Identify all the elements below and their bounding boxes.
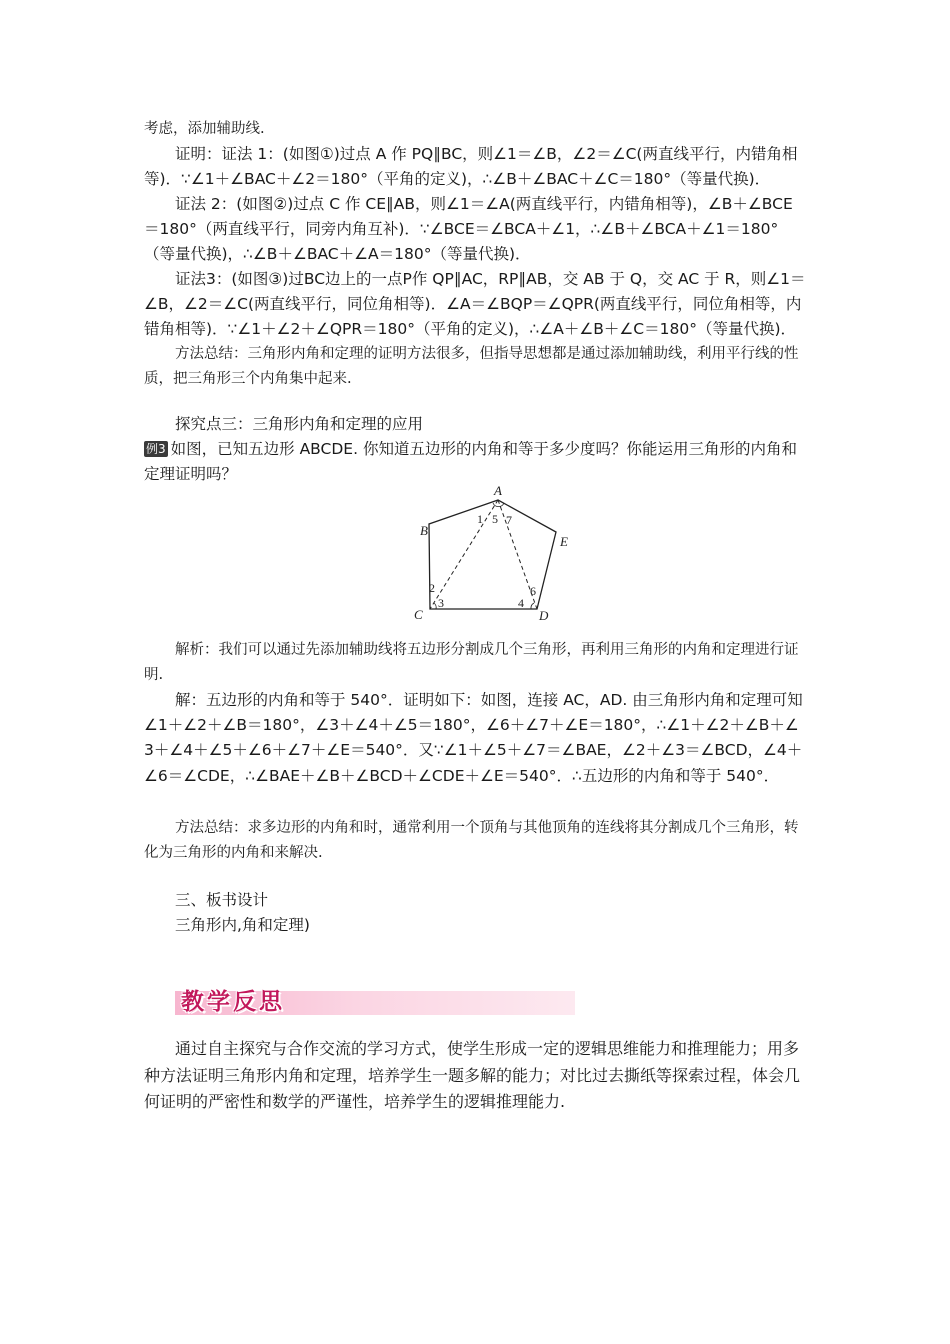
vertex-label-d: D: [539, 608, 549, 623]
example-badge: 例3: [146, 442, 166, 456]
method-summary-1: 方法总结：三角形内角和定理的证明方法很多，但指导思想都是通过添加辅助线，利用平行线的性质，把三角形三个内角集中起来.: [144, 346, 799, 388]
board-design-content: 三角形内,角和定理): [175, 916, 310, 934]
proof-method-1: 证明：证法 1：(如图①)过点 A 作 PQ∥BC，则∠1＝∠B，∠2＝∠C(两直线平行，内错角相等)．∵∠1＋∠BAC＋∠2＝180°（平角的定义)，∴∠B＋∠BAC＋∠C＝180°（等量代换)．: [144, 145, 798, 189]
angle-label-2: 2: [429, 581, 435, 595]
reflection-banner-title: 教学反思: [181, 989, 285, 1015]
reflection-banner: [175, 983, 575, 1021]
angle-label-3: 3: [438, 596, 444, 610]
vertex-label-b: B: [420, 523, 428, 538]
angle-label-6: 6: [530, 584, 536, 598]
angle-label-5: 5: [492, 512, 498, 526]
analysis-text: 解析：我们可以通过先添加辅助线将五边形分割成几个三角形，再利用三角形的内角和定理进行证明.: [144, 642, 799, 684]
diagonal-ac: [430, 500, 498, 609]
vertex-label-a: A: [494, 483, 502, 498]
example-3: [144, 437, 808, 487]
angle-arc-d: [531, 603, 534, 609]
vertex-label-c: C: [414, 607, 423, 622]
top-line: 考虑，添加辅助线.: [144, 121, 265, 137]
vertex-label-e: E: [560, 534, 568, 549]
method-summary-2: 方法总结：求多边形的内角和时，通常利用一个顶角与其他顶角的连线将其分割成几个三角形，转化为三角形的内角和来解决.: [144, 820, 799, 862]
angle-label-7: 7: [506, 513, 512, 527]
reflection-text: 通过自主探究与合作交流的学习方式，使学生形成一定的逻辑思维能力和推理能力；用多种方法证明三角形内角和定理，培养学生一题多解的能力；对比过去撕纸等探索过程，体会几何证明的严密性和数学的严谨性，培养学生的逻辑推理能力.: [144, 1039, 801, 1111]
pentagon-figure: [400, 482, 580, 626]
angle-arc-a: [493, 503, 504, 507]
section-title-explore-3: 探究点三：三角形内角和定理的应用: [175, 415, 424, 433]
angle-label-1: 1: [477, 512, 483, 526]
angle-arc-c: [434, 603, 436, 609]
solution-text: 解：五边形的内角和等于 540°．证明如下：如图，连接 AC，AD. 由三角形内角和定理可知∠1＋∠2＋∠B＝180°，∠3＋∠4＋∠5＝180°，∠6＋∠7＋∠E＝180°，∴∠1＋∠2＋∠B＋∠3＋∠4＋∠5＋∠6＋∠7＋∠E＝540°．又∵∠1＋∠5＋∠7＝∠BAE，∠2＋∠3＝∠BCD，∠4＋∠6＝∠CDE，∴∠BAE＋∠B＋∠BCD＋∠CDE＋∠E＝540°．∴五边形的内角和等于 540°．: [144, 691, 803, 785]
example-text: 如图，已知五边形 ABCDE. 你知道五边形的内角和等于多少度吗？你能运用三角形的内角和定理证明吗？: [144, 440, 797, 484]
board-design-title: 三、板书设计: [175, 891, 269, 909]
proof-method-3: 证法3：(如图③)过BC边上的一点P作 QP∥AC，RP∥AB，交 AB 于 Q，交 AC 于 R，则∠1＝∠B，∠2＝∠C(两直线平行，同位角相等)．∠A＝∠BQP＝∠QPR(两直线平行，同位角相等，内错角相等)．∵∠1＋∠2＋∠QPR＝180°（平角的定义)，∴∠A＋∠B＋∠C＝180°（等量代换)．: [144, 270, 806, 339]
angle-label-4: 4: [518, 596, 524, 610]
proof-method-2: 证法 2：(如图②)过点 C 作 CE∥AB，则∠1＝∠A(两直线平行，内错角相等)，∠B＋∠BCE＝180°（两直线平行，同旁内角互补)．∵∠BCE＝∠BCA＋∠1，∴∠B＋∠BCA＋∠1＝180°（等量代换)，∴∠B＋∠BAC＋∠A＝180°（等量代换)．: [144, 195, 793, 264]
